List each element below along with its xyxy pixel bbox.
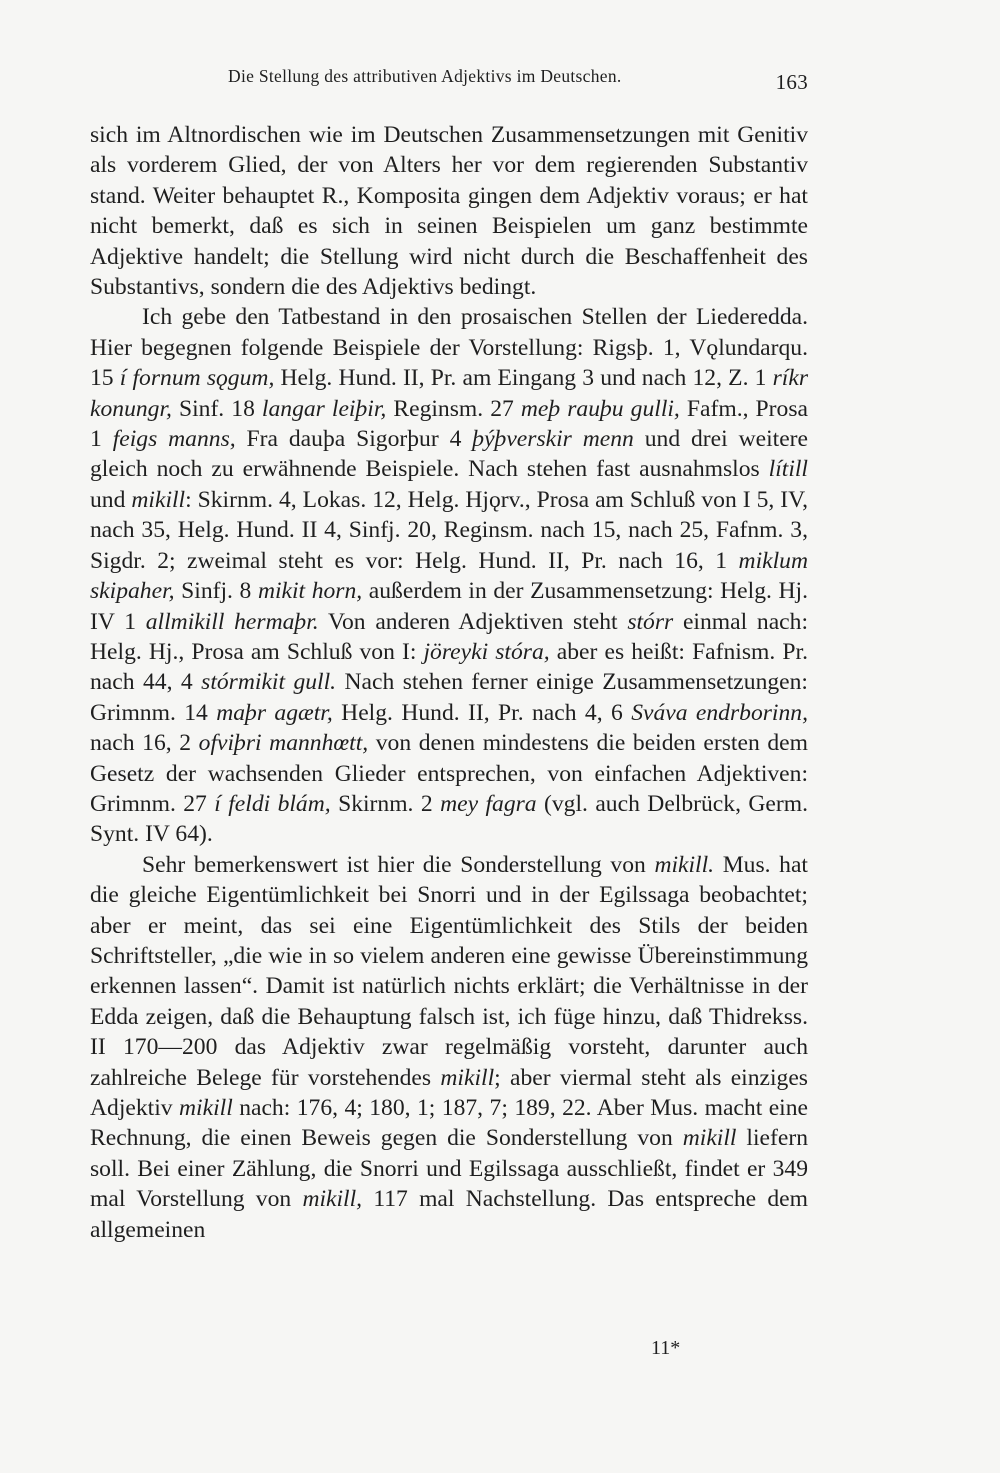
text-run: Fra dauþa Sigorþur 4 <box>235 426 473 453</box>
italic-citation: mikit horn, <box>257 578 363 605</box>
page-number: 163 <box>775 70 808 94</box>
text-run: Ich gebe den Tatbestand in den prosaischen Stellen der Liederedda. Hier begegnen folgende Beispiele der Vorstellung: Rigsþ. 1, Vǫlundarqu. 15 <box>90 304 808 392</box>
italic-citation: í feldi blám, <box>214 790 331 817</box>
paragraph-3 <box>90 850 808 1245</box>
text-run: aber es heißt: Fafnism. Pr. nach 44, 4 <box>90 638 808 696</box>
italic-citation: stórmikit gull. <box>201 669 337 696</box>
text-run: nach 16, 2 <box>90 730 199 757</box>
running-head <box>90 58 808 92</box>
paragraph-2 <box>90 302 808 849</box>
text-run: von denen mindestens die beiden ersten dem Gesetz der wachsenden Glieder entsprechen, von einfachen Adjektiven: Grimnm. 27 <box>90 730 808 817</box>
italic-citation: mikill <box>682 1125 737 1152</box>
italic-citation: jöreyki stóra, <box>423 638 550 665</box>
italic-citation: feigs manns, <box>112 426 236 453</box>
text-run: Fafm., Prosa 1 <box>90 395 808 453</box>
italic-citation: maþr agætr, <box>216 699 333 726</box>
italic-citation: mikill, <box>302 1186 363 1213</box>
italic-citation: mikill. <box>654 851 715 878</box>
text-run: Nach stehen ferner einige Zusammensetzungen: Grimnm. 14 <box>90 669 808 726</box>
text-run: liefern soll. Bei einer Zählung, die Snorri und Egilssaga ausschließt, findet er 349 mal Vorstellung von <box>90 1125 808 1213</box>
body-text <box>90 120 808 1245</box>
text-run: nach: 176, 4; 180, 1; 187, 7; 189, 22. Aber Mus. macht eine Rechnung, die einen Beweis gegen die Sonderstellung von <box>90 1095 808 1152</box>
italic-citation: langar leiþir, <box>261 395 387 422</box>
running-title: Die Stellung des attributiven Adjektivs im Deutschen. <box>228 66 622 86</box>
italic-citation: í fornum sǫgum, <box>119 365 275 392</box>
italic-citation: mey fagra <box>440 790 537 817</box>
text-run: Skirnm. 2 <box>330 790 441 817</box>
italic-citation: þýþverskir menn <box>472 426 634 453</box>
book-page <box>90 58 808 1245</box>
text-run: Sehr bemerkenswert ist hier die Sonderstellung von <box>142 851 655 878</box>
text-run: einmal nach: Helg. Hj., Prosa am Schluß von I: <box>90 608 808 665</box>
italic-citation: ofviþri mannhœtt, <box>198 730 369 757</box>
text-run: ; aber viermal steht als einziges Adjektiv <box>90 1064 808 1121</box>
text-run: (vgl. auch Delbrück, Germ. Synt. IV 64). <box>90 790 808 848</box>
italic-citation: miklum skipaher, <box>90 547 808 605</box>
italic-citation: mikill <box>131 486 186 513</box>
text-run: 117 mal Nachstellung. Das entspreche dem allgemeinen <box>90 1186 808 1243</box>
text-run: : Skirnm. 4, Lokas. 12, Helg. Hjǫrv., Prosa am Schluß von I 5, IV, nach 35, Helg. Hund. II 4, Sinfj. 20, Reginsm. nach 15, nach 25, Fafnm. 3, Sigdr. 2; zweimal steht es vor: Helg. Hund. II, Pr. nach 16, 1 <box>90 486 808 574</box>
text-run: Sinfj. 8 <box>174 578 258 605</box>
text-run: und drei weitere gleich noch zu erwähnende Beispiele. Nach stehen fast ausnahmslos <box>90 426 808 483</box>
signature-mark: 11* <box>651 1337 681 1359</box>
text-run: außerdem in der Zusammensetzung: Helg. Hj. IV 1 <box>90 578 808 635</box>
text-run: Von anderen Adjektiven steht <box>318 608 628 635</box>
text-run: sich im Altnordischen wie im Deutschen Zusammensetzungen mit Genitiv als vorderem Glied, der von Alters her vor dem regierenden Substantiv stand. Weiter behauptet R., Komposita gingen dem Adjektiv voraus; er hat nicht bemerkt, daß es sich in seinen Beispielen um ganz bestimmte Adjektive handelt; die Stellung wird nicht durch die Beschaffenheit des Substantivs, sondern die des Adjektivs bedingt. <box>90 122 808 301</box>
italic-citation: ríkr konungr, <box>90 365 808 422</box>
text-run: Mus. hat die gleiche Eigentümlichkeit bei Snorri und in der Egilssaga beobachtet; aber er meint, das sei eine Eigentümlichkeit des Stils der beiden Schriftsteller, „die wie in so vielem anderen eine gewisse Übereinstimmung erkennen lassen“. Damit ist natürlich nichts erklärt; die Verhältnisse in der Edda zeigen, daß die Behauptung falsch ist, ich füge hinzu, daß Thidrekss. II 170—200 das Adjektiv zwar regelmäßig vorsteht, darunter auch zahlreiche Belege für vorstehendes <box>90 851 808 1091</box>
italic-citation: lítill <box>768 456 808 483</box>
text-run: Helg. Hund. II, Pr. nach 4, 6 <box>332 699 632 726</box>
text-run: Reginsm. 27 <box>386 395 521 422</box>
paragraph-1 <box>90 120 808 302</box>
italic-citation: stórr <box>627 608 674 635</box>
italic-citation: allmikill hermaþr. <box>145 608 319 635</box>
italic-citation: mikill <box>440 1064 495 1091</box>
italic-citation: mikill <box>179 1095 233 1121</box>
text-run: Sinf. 18 <box>171 395 262 422</box>
italic-citation: Sváva endrborinn, <box>631 699 808 726</box>
italic-citation: meþ rauþu gulli, <box>520 395 680 422</box>
text-run: Helg. Hund. II, Pr. am Eingang 3 und nach 12, Z. 1 <box>274 365 773 392</box>
text-run: und <box>90 486 132 513</box>
